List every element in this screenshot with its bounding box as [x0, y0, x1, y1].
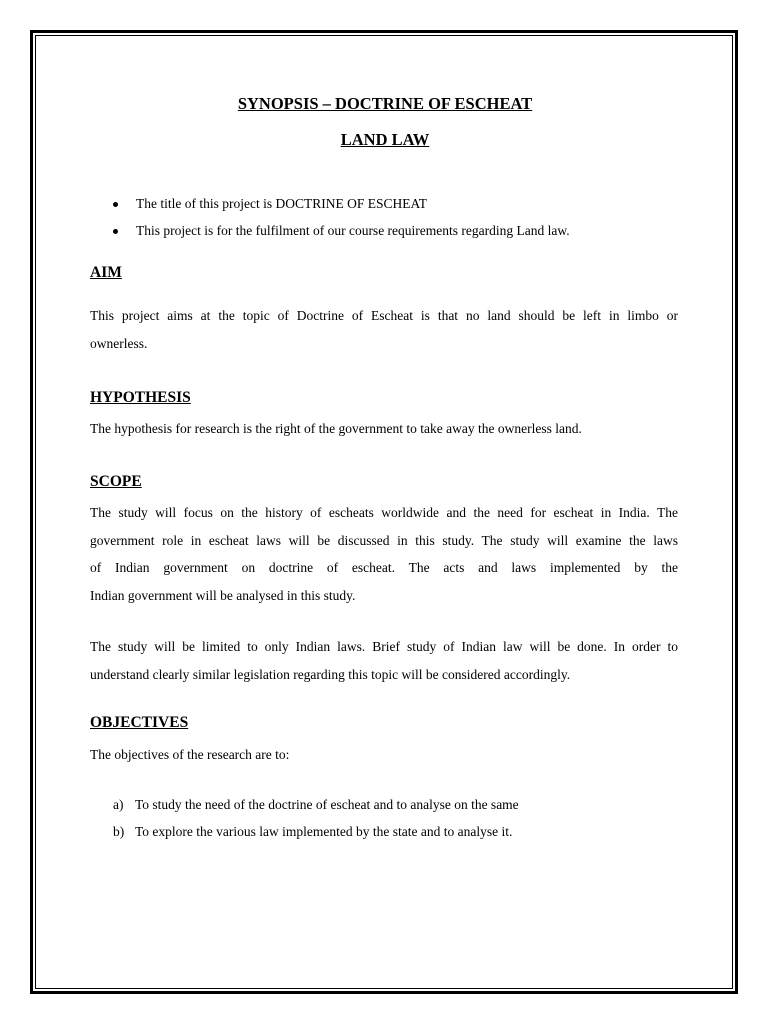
- paragraph-line: The study will be limited to only Indian laws. Brief study of Indian law will be done. In order to: [90, 639, 678, 654]
- bullet-text: The title of this project is DOCTRINE OF ESCHEAT: [136, 196, 427, 211]
- paragraph-line: The hypothesis for research is the right of the government to take away the ownerless land.: [90, 421, 582, 436]
- objectives-list: [90, 796, 519, 850]
- paragraph-line: understand clearly similar legislation regarding this topic will be considered accordingly.: [90, 666, 571, 682]
- objectives-intro: [90, 741, 678, 769]
- list-marker: b): [113, 824, 125, 839]
- scope-heading: SCOPE: [90, 473, 142, 490]
- scope-paragraph-1: [90, 499, 678, 609]
- bullet-text: This project is for the fulfilment of our course requirements regarding Land law.: [136, 223, 570, 238]
- document-subtitle: LAND LAW: [340, 130, 430, 149]
- hypothesis-heading: HYPOTHESIS: [90, 389, 191, 406]
- intro-bullet-list: [90, 195, 570, 249]
- list-item-text: To study the need of the doctrine of escheat and to analyse on the same: [135, 797, 519, 812]
- list-item-text: To explore the various law implemented by the state and to analyse it.: [135, 824, 513, 839]
- paragraph-line: The study will focus on the history of escheats worldwide and the need for escheat in India. The: [90, 505, 678, 520]
- list-item: [90, 823, 519, 850]
- paragraph-line: government role in escheat laws will be discussed in this study. The study will examine the laws: [90, 532, 678, 548]
- aim-paragraph: [90, 302, 678, 357]
- aim-heading: AIM: [90, 264, 122, 281]
- objectives-heading: OBJECTIVES: [90, 714, 189, 731]
- paragraph-line: of Indian government on doctrine of escheat. The acts and laws implemented by the: [90, 560, 678, 575]
- list-marker: a): [113, 797, 124, 812]
- hypothesis-paragraph: [90, 415, 678, 443]
- bullet-icon: [113, 229, 118, 234]
- scope-paragraph-2: [90, 633, 678, 688]
- list-item: [90, 222, 570, 249]
- bullet-icon: [113, 202, 118, 207]
- paragraph-line: ownerless.: [90, 335, 148, 351]
- document-title: SYNOPSIS – DOCTRINE OF ESCHEAT: [237, 94, 533, 113]
- paragraph-line: Indian government will be analysed in this study.: [90, 587, 356, 603]
- paragraph-line: This project aims at the topic of Doctrine of Escheat is that no land should be left in limbo or: [90, 308, 678, 323]
- list-item: [90, 195, 570, 222]
- list-item: [90, 796, 519, 823]
- paragraph-line: The objectives of the research are to:: [90, 747, 290, 762]
